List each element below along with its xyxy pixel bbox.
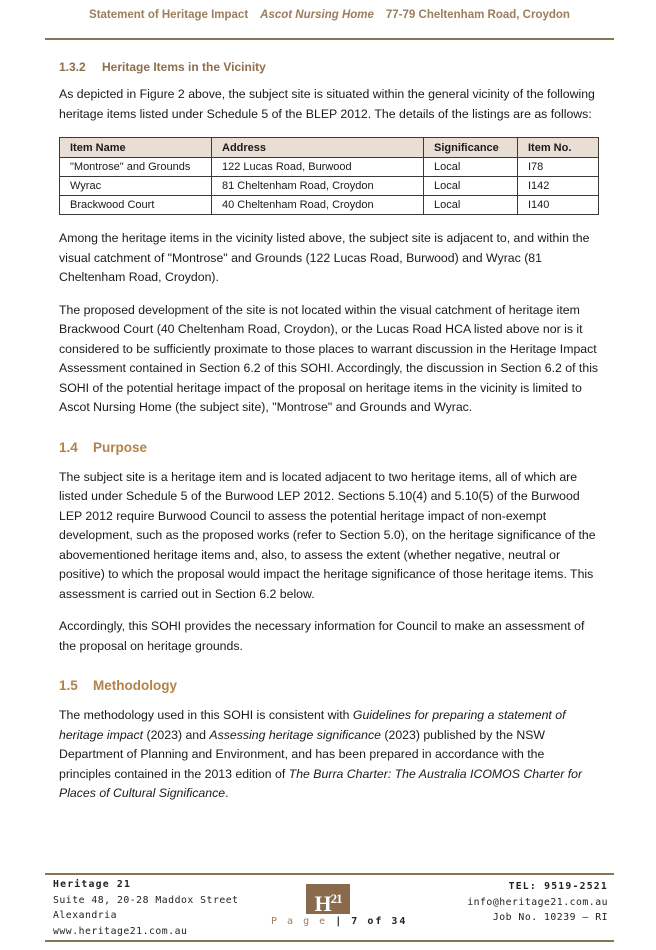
page-number: P a g e | 7 of 34 <box>271 916 408 927</box>
table-cell: Local <box>424 177 518 196</box>
section-heading-1-5 <box>59 669 599 703</box>
header-address: 77-79 Cheltenham Road, Croydon <box>385 9 570 21</box>
footer-bottom-rule <box>45 940 614 942</box>
footer-contact-block <box>467 879 608 926</box>
paragraph-methodology <box>59 706 599 804</box>
paragraph: Among the heritage items in the vicinity listed above, the subject site is adjacent to, and within the visual catchment of "Montrose" and Grounds (122 Lucas Road, Burwood) and Wyrac (81 Cheltenham Road, Croydon). <box>59 231 590 284</box>
company-telephone: TEL: 9519-2521 <box>508 881 608 892</box>
table-cell: I140 <box>518 196 599 215</box>
table-cell: 122 Lucas Road, Burwood <box>212 158 424 177</box>
company-email: info@heritage21.com.au <box>467 896 608 908</box>
paragraph: The subject site is a heritage item and is located adjacent to two heritage items, all of which are listed under Schedule 5 of the Burwood LEP 2012. Sections 5.10(4) and 5.10(5) of the Burwood LEP 2012 require Burwood Council to assess the potential heritage impact of non-exempt development, such as the proposed works (refer to Section 5.0), on the heritage significance of the abovementioned heritage items and, also, to assess the extent (whether negative, neutral or positive) to which the proposal would impact the heritage significance of those heritage items. This assessment is carried out in Section 6.2 below. <box>59 469 596 601</box>
table-cell: Local <box>424 196 518 215</box>
job-number: Job No. 10239 – RI <box>492 912 608 923</box>
column-header: Significance <box>424 138 518 158</box>
column-header: Item No. <box>518 138 599 158</box>
table-cell: I78 <box>518 158 599 177</box>
text-run: (2023) and <box>143 727 210 742</box>
table-cell: Local <box>424 158 518 177</box>
section-number: 1.3.2 <box>59 60 86 74</box>
table-row <box>60 158 599 177</box>
paragraph: As depicted in Figure 2 above, the subject site is situated within the general vicinity of the following heritage items listed under Schedule 5 of the BLEP 2012. The details of the listings are as follows: <box>59 87 595 121</box>
section-number: 1.5 <box>59 678 78 693</box>
company-website: www.heritage21.com.au <box>53 925 188 937</box>
footer-top-rule <box>45 873 614 875</box>
company-address-line: Alexandria <box>53 910 117 921</box>
footer-company-block <box>53 877 239 939</box>
section-heading-1-3-2 <box>59 52 599 82</box>
page-header <box>45 0 614 40</box>
page-body <box>59 52 599 817</box>
section-heading-1-4 <box>59 431 599 465</box>
text-run: The methodology used in this SOHI is consistent with <box>59 708 353 722</box>
section-title: Heritage Items in the Vicinity <box>102 60 266 74</box>
table-cell: "Montrose" and Grounds <box>60 158 212 177</box>
section-number: 1.4 <box>59 439 78 455</box>
company-address-line: Suite 48, 20-28 Maddox Street <box>53 894 239 906</box>
company-name: Heritage 21 <box>53 879 132 890</box>
column-header: Address <box>212 138 424 158</box>
paragraph: Accordingly, this SOHI provides the necessary information for Council to make an assessment of the proposal on heritage grounds. <box>59 619 585 653</box>
heritage21-logo: $H^{21}$ <box>306 884 350 914</box>
section-title: Methodology <box>93 678 177 693</box>
table-cell: Brackwood Court <box>60 196 212 215</box>
table-cell: I142 <box>518 177 599 196</box>
table-cell: 40 Cheltenham Road, Croydon <box>212 196 424 215</box>
table-row <box>60 196 599 215</box>
header-title: Statement of Heritage Impact <box>89 9 249 21</box>
table-cell: Wyrac <box>60 177 212 196</box>
guideline-title: Guidelines for preparing a statement of heritage impact <box>59 708 566 742</box>
section-title: Purpose <box>93 439 148 455</box>
table-header-row <box>60 138 599 158</box>
paragraph: The proposed development of the site is not located within the visual catchment of heritage item Brackwood Court (40 Cheltenham Road, Croydon), or the Lucas Road HCA listed above nor is it considered to be sufficiently proximate to those places to warrant discussion in the Heritage Impact Assessment contained in Section 6.2 of this SOHI. Accordingly, the discussion in Section 6.2 of this SOHI of the potential heritage impact of the proposal on heritage items in the vicinity is limited to Ascot Nursing Home (the subject site), "Montrose" and Grounds and Wyrac. <box>59 302 599 414</box>
charter-title: The Burra Charter: The Australia ICOMOS Charter for Places of Cultural Significance <box>59 766 583 800</box>
column-header: Item Name <box>60 138 212 158</box>
text-run: (2023) published by the NSW Department of Planning and Environment, and has been prepared in accordance with the principles contained in the 2013 edition of <box>59 727 546 781</box>
text-run: . <box>225 786 229 800</box>
header-project: Ascot Nursing Home <box>260 9 374 21</box>
heritage-items-table <box>59 137 599 215</box>
table-cell: 81 Cheltenham Road, Croydon <box>212 177 424 196</box>
table-row <box>60 177 599 196</box>
guideline-title: Assessing heritage significance <box>209 727 381 742</box>
